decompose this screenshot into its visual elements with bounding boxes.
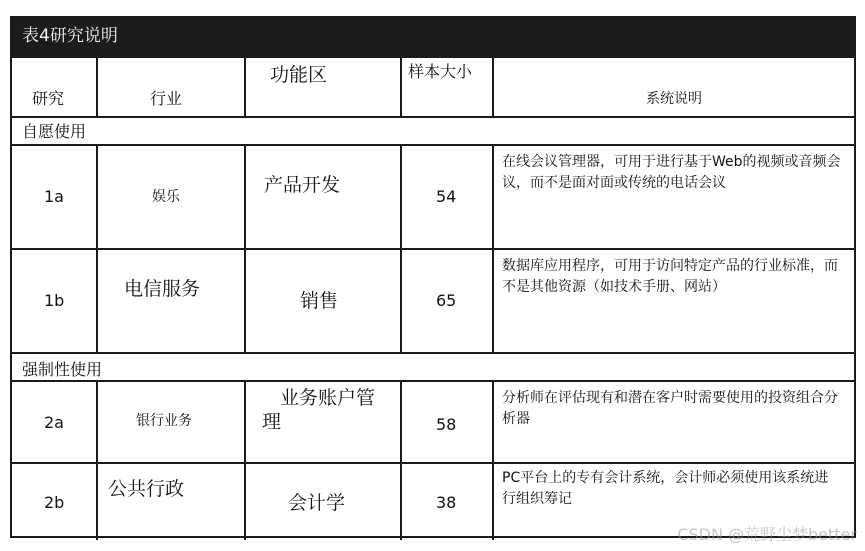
row-divider xyxy=(12,116,854,118)
study-id: 2b xyxy=(44,493,65,512)
system-description: 数据库应用程序，可用于访问特定产品的行业标准，而不是其他资源（如技术手册、网站） xyxy=(502,258,838,295)
header-industry: 行业 xyxy=(150,89,183,108)
industry: 电信服务 xyxy=(124,278,201,300)
industry: 银行业务 xyxy=(136,413,192,429)
row-divider xyxy=(12,352,854,354)
row-divider xyxy=(12,248,854,250)
col-divider xyxy=(244,144,246,354)
col-divider xyxy=(492,144,494,354)
header-study: 研究 xyxy=(32,89,65,108)
system-description: 在线会议管理器，可用于进行基于Web的视频或音频会议，而不是面对面或传统的电话会议 xyxy=(502,154,841,191)
col-divider xyxy=(492,58,494,117)
sample-size: 38 xyxy=(436,493,457,512)
row-divider xyxy=(12,380,854,382)
col-divider xyxy=(96,58,98,117)
col-divider xyxy=(96,380,98,540)
system-description: 分析师在评估现有和潜在客户时需要使用的投资组合分析器 xyxy=(502,390,838,427)
study-table xyxy=(10,56,856,538)
col-divider xyxy=(400,380,402,540)
function-area: 销售 xyxy=(300,290,339,312)
industry: 娱乐 xyxy=(152,189,180,205)
watermark: CSDN @荒野尘梦better xyxy=(677,525,857,544)
col-divider xyxy=(96,144,98,354)
col-divider xyxy=(244,58,246,117)
function-area: 会计学 xyxy=(288,492,346,514)
system-description: PC平台上的专有会计系统，会计师必须使用该系统进行组织筹记 xyxy=(502,470,829,507)
sample-size: 65 xyxy=(436,291,457,310)
row-divider xyxy=(12,462,854,464)
study-id: 1b xyxy=(44,291,65,310)
row-divider xyxy=(12,144,854,146)
industry: 公共行政 xyxy=(108,478,185,500)
table-title: 表4研究说明 xyxy=(10,16,856,56)
study-id: 2a xyxy=(44,413,64,432)
section-mandatory: 强制性使用 xyxy=(22,360,103,379)
header-sample-size: 样本大小 xyxy=(408,62,473,81)
function-area: 产品开发 xyxy=(264,174,341,196)
sample-size: 54 xyxy=(436,187,457,206)
col-divider xyxy=(400,144,402,354)
study-id: 1a xyxy=(44,187,64,206)
sample-size: 58 xyxy=(436,415,457,434)
col-divider xyxy=(244,380,246,540)
function-area: 业务账户管理 xyxy=(262,387,376,433)
header-description: 系统说明 xyxy=(646,91,702,107)
col-divider xyxy=(492,380,494,540)
section-voluntary: 自愿使用 xyxy=(22,122,87,141)
header-function: 功能区 xyxy=(270,64,328,86)
col-divider xyxy=(400,58,402,117)
